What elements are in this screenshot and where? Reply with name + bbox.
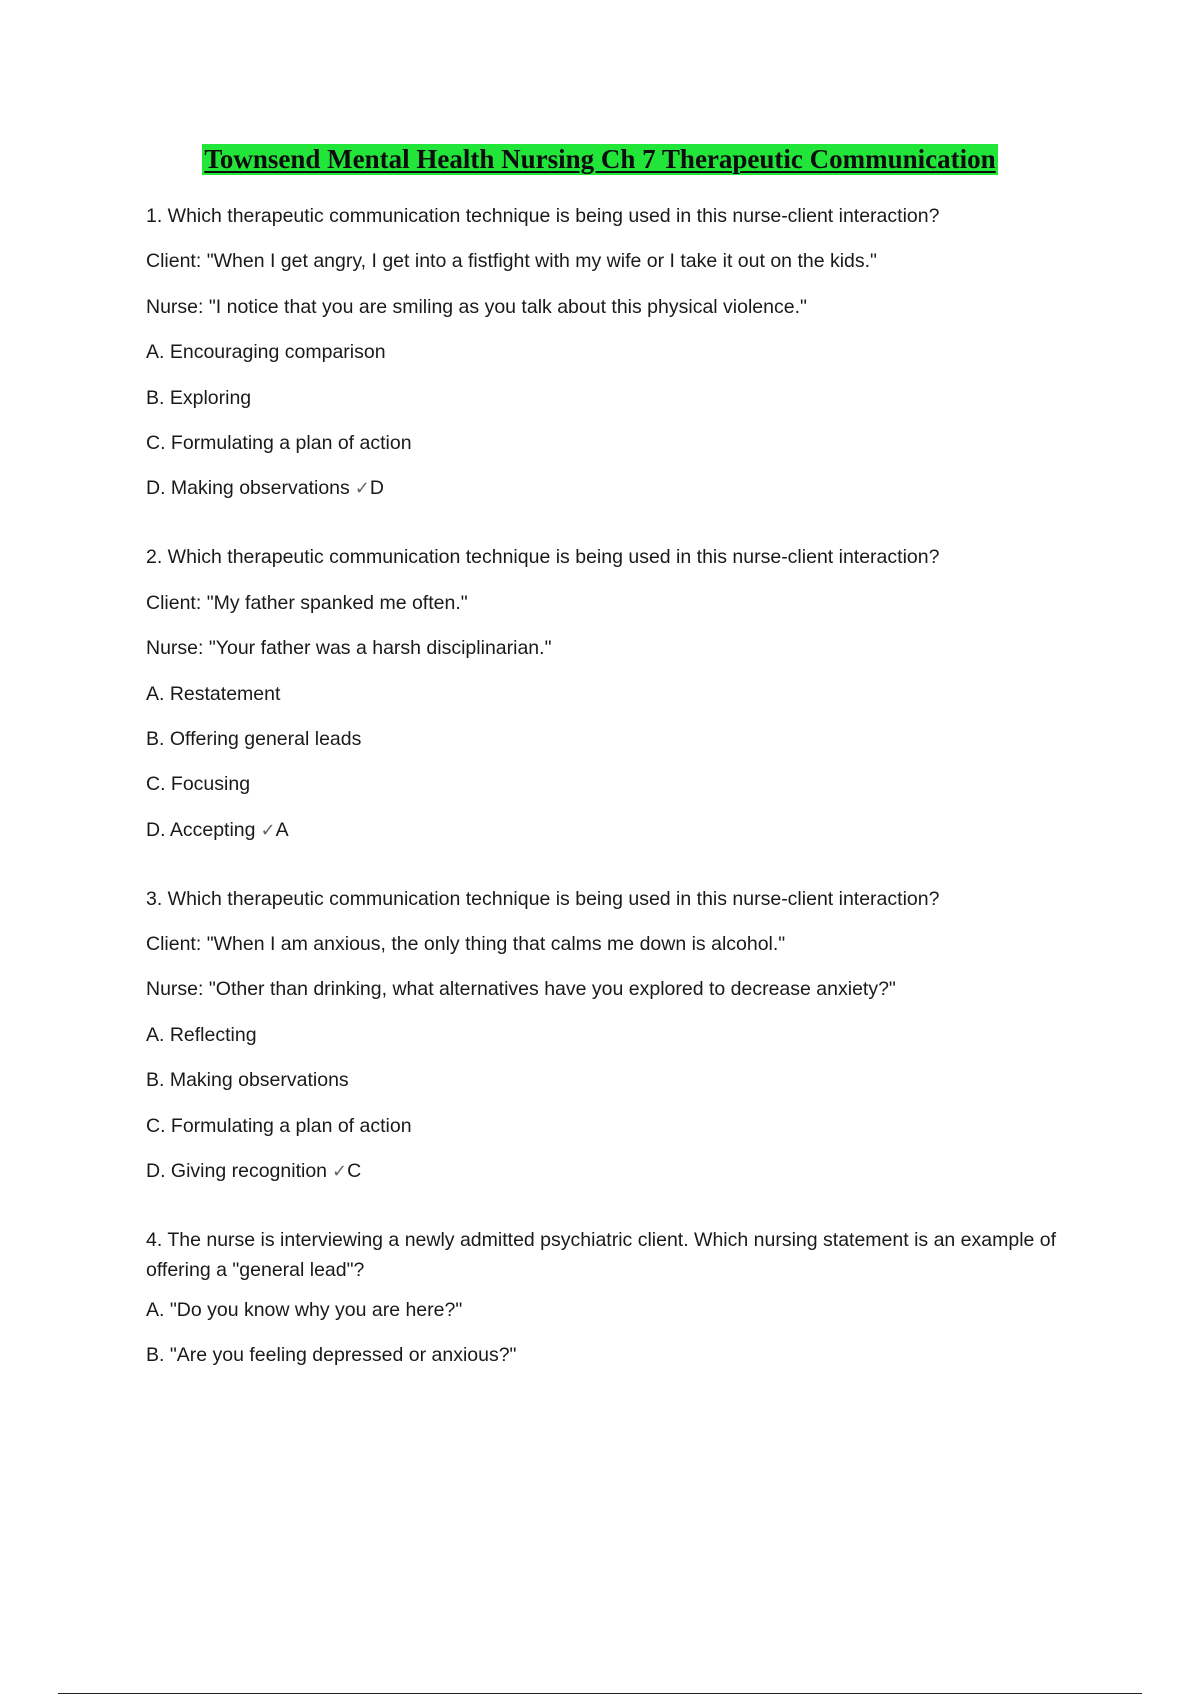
question-1-option-d: D. Making observations: [146, 477, 350, 500]
question-3-nurse-statement: Nurse: "Other than drinking, what alternatives have you explored to decrease anxiety?": [146, 978, 896, 1001]
question-1-option-c: C. Formulating a plan of action: [146, 431, 412, 454]
question-1-option-b: B. Exploring: [146, 386, 252, 409]
question-2-client-statement: Client: "My father spanked me often.": [146, 591, 468, 614]
question-2-option-a: A. Restatement: [146, 682, 281, 705]
question-list: [146, 205, 1096, 1413]
question-2-answer: A: [275, 818, 289, 841]
title-wrapper: [0, 144, 1200, 175]
question-3-option-c: C. Formulating a plan of action: [146, 1114, 412, 1137]
question-1-nurse-statement: Nurse: "I notice that you are smiling as you talk about this physical violence.": [146, 295, 807, 318]
question-2: [146, 546, 1096, 840]
check-icon: ✓: [332, 1161, 348, 1182]
question-3-option-d: D. Giving recognition: [146, 1160, 328, 1183]
question-4-option-b: B. "Are you feeling depressed or anxious?": [146, 1344, 517, 1367]
question-4-stem: 4. The nurse is interviewing a newly admitted psychiatric client. Which nursing statement is an example of offering a "general lead"?: [146, 1229, 1057, 1282]
question-2-nurse-statement: Nurse: "Your father was a harsh disciplinarian.": [146, 637, 552, 660]
question-3-stem: 3. Which therapeutic communication technique is being used in this nurse-client interaction?: [146, 887, 940, 910]
question-3-option-a: A. Reflecting: [146, 1023, 257, 1046]
question-3: [146, 888, 1096, 1182]
question-1-option-a: A. Encouraging comparison: [146, 341, 386, 364]
question-3-option-d-row: [146, 1160, 1096, 1182]
check-icon: ✓: [260, 819, 276, 840]
question-4: [146, 1225, 1096, 1366]
question-2-option-c: C. Focusing: [146, 773, 251, 796]
document-title: Townsend Mental Health Nursing Ch 7 Therapeutic Communication: [204, 144, 996, 174]
question-3-answer: C: [347, 1160, 362, 1183]
question-2-option-d-row: [146, 819, 1096, 841]
question-1-option-d-row: [146, 477, 1096, 499]
question-3-option-b: B. Making observations: [146, 1069, 349, 1092]
question-2-option-b: B. Offering general leads: [146, 727, 362, 750]
question-4-option-a: A. "Do you know why you are here?": [146, 1299, 463, 1322]
question-2-stem: 2. Which therapeutic communication technique is being used in this nurse-client interaction?: [146, 546, 940, 569]
question-1-stem: 1. Which therapeutic communication technique is being used in this nurse-client interaction?: [146, 205, 940, 227]
question-1-answer: D: [369, 477, 384, 500]
question-2-option-d: D. Accepting: [146, 818, 256, 841]
page-footer-rule: [58, 1693, 1142, 1694]
question-3-client-statement: Client: "When I am anxious, the only thing that calms me down is alcohol.": [146, 933, 786, 956]
check-icon: ✓: [354, 478, 370, 499]
question-1-client-statement: Client: "When I get angry, I get into a fistfight with my wife or I take it out on the kids.": [146, 250, 877, 273]
question-1: [146, 205, 1096, 499]
